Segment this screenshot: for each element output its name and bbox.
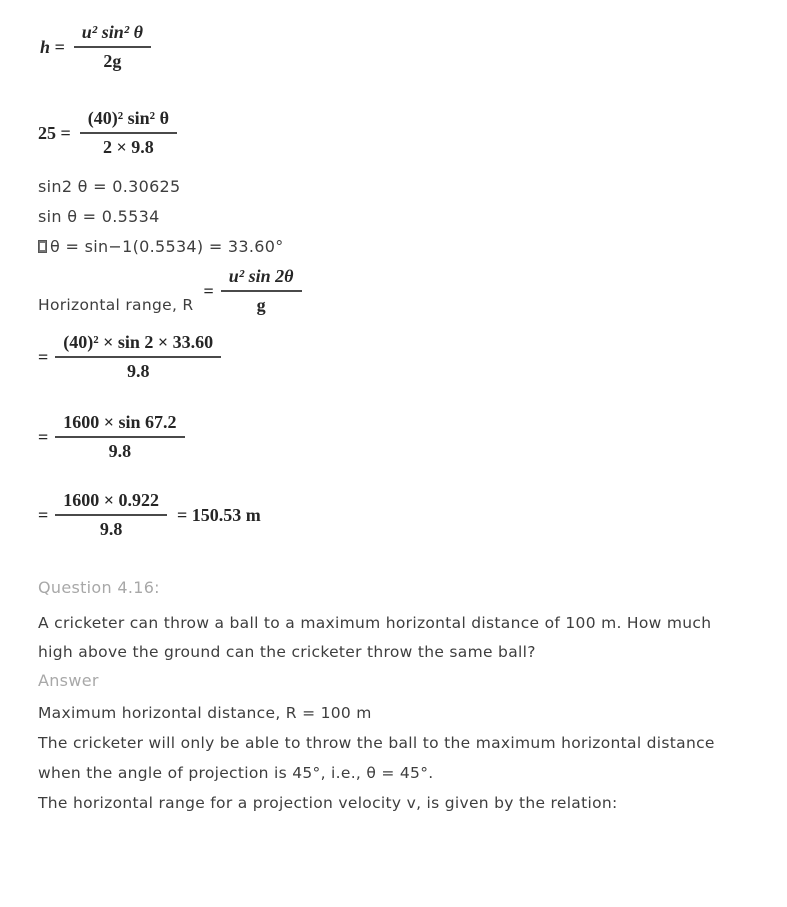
fraction-denominator: 9.8 [126, 361, 150, 381]
fraction-denominator: 9.8 [99, 519, 123, 539]
fraction-numerator: u² sin² θ [74, 22, 151, 48]
sin2-theta-line: sin2 θ = 0.30625 [38, 177, 181, 196]
equation-range [203, 266, 301, 316]
answer-text-line: The cricketer will only be able to throw the ball to the maximum horizontal distance [38, 734, 715, 752]
equation-result: = 150.53 m [177, 504, 261, 525]
fraction [55, 332, 221, 382]
fraction-numerator: (40)² sin² θ [80, 108, 177, 134]
question-text-line: high above the ground can the cricketer throw the same ball? [38, 643, 536, 661]
horizontal-range-row [38, 266, 757, 316]
equals-sign: = [203, 280, 214, 301]
missing-glyph-icon [38, 240, 47, 253]
question-text-line: A cricketer can throw a ball to a maximum horizontal distance of 100 m. How much [38, 614, 712, 632]
equation-max-height [40, 22, 757, 72]
theta-result-line [38, 232, 757, 262]
fraction-numerator: 1600 × 0.922 [55, 490, 167, 516]
theta-result-text: θ = sin−1(0.5534) = 33.60° [50, 237, 284, 256]
equals-sign: = [38, 504, 49, 525]
fraction-numerator: 1600 × sin 67.2 [55, 412, 184, 438]
fraction-denominator: 9.8 [108, 441, 132, 461]
sin-theta-line: sin θ = 0.5534 [38, 207, 160, 226]
fraction [55, 412, 184, 462]
range-label: Horizontal range, R [38, 296, 194, 314]
question-text [38, 609, 757, 667]
fraction-denominator: 2g [103, 51, 122, 71]
equation-lhs: h = [40, 36, 65, 57]
equation-25 [38, 108, 757, 158]
fraction [74, 22, 151, 72]
fraction [221, 266, 302, 316]
equation-step3 [38, 490, 757, 540]
answer-text-line: Maximum horizontal distance, R = 100 m [38, 704, 372, 722]
fraction-denominator: g [256, 295, 266, 315]
fraction-numerator: u² sin 2θ [221, 266, 302, 292]
trig-result-lines [38, 172, 757, 262]
fraction [80, 108, 177, 158]
equation-lhs: 25 = [38, 122, 71, 143]
question-label: Question 4.16: [38, 578, 160, 597]
answer-text [38, 698, 757, 818]
answer-label: Answer [38, 671, 99, 690]
equation-step1 [38, 332, 757, 382]
answer-text-line: when the angle of projection is 45°, i.e., θ = 45°. [38, 764, 434, 782]
equals-sign: = [38, 346, 49, 367]
equals-sign: = [38, 426, 49, 447]
fraction [55, 490, 167, 540]
answer-text-line: The horizontal range for a projection velocity v, is given by the relation: [38, 794, 618, 812]
fraction-numerator: (40)² × sin 2 × 33.60 [55, 332, 221, 358]
equation-step2 [38, 412, 757, 462]
fraction-denominator: 2 × 9.8 [102, 137, 154, 157]
